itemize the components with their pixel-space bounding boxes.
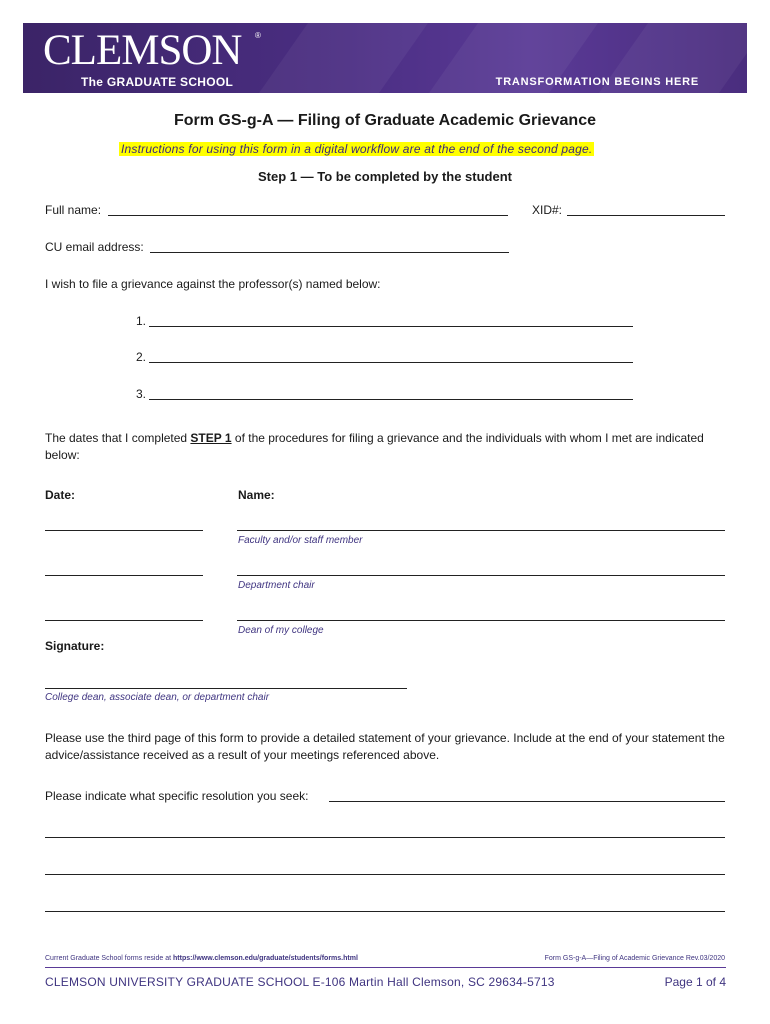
resolution-label: Please indicate what specific resolution you seek: — [45, 789, 309, 803]
header-banner — [23, 23, 747, 93]
meeting-1-name-field[interactable] — [237, 530, 725, 531]
clemson-logo: CLEMSON — [43, 27, 242, 74]
professors-intro: I wish to file a grievance against the professor(s) named below: — [45, 277, 381, 291]
full-name-label: Full name: — [45, 203, 102, 217]
professor-1-field[interactable] — [149, 326, 633, 327]
meeting-3-name-field[interactable] — [237, 620, 725, 621]
name-header: Name: — [238, 488, 275, 502]
signature-field[interactable] — [45, 688, 407, 689]
meeting-1-date-field[interactable] — [45, 530, 203, 531]
resolution-field-line-1[interactable] — [329, 801, 725, 802]
statement-paragraph: Please use the third page of this form to provide a detailed statement of your grievance. Include at the end of your statement the advice/assistance received as a result of your meetings referenced above. — [45, 731, 725, 762]
step1-text-after: of the procedures for filing a grievance and the individuals with whom I met are indicated below: — [45, 431, 704, 462]
full-name-field[interactable] — [108, 215, 508, 216]
email-label: CU email address: — [45, 240, 144, 254]
xid-field[interactable] — [567, 215, 725, 216]
meeting-2-role: Department chair — [238, 580, 315, 591]
form-revision: Form GS-g-A—Filing of Academic Grievance Rev.03/2020 — [544, 955, 725, 962]
resolution-field-line-4[interactable] — [45, 911, 725, 912]
resolution-field-line-3[interactable] — [45, 874, 725, 875]
professor-2-field[interactable] — [149, 362, 633, 363]
professor-number: 2. — [136, 350, 147, 364]
step1-text-before: The dates that I completed — [45, 431, 191, 445]
forms-note-prefix: Current Graduate School forms reside at — [45, 955, 174, 962]
graduate-school-label: The GRADUATE SCHOOL — [81, 75, 234, 89]
step1-reference: STEP 1 — [190, 431, 232, 445]
professor-number: 3. — [136, 387, 147, 401]
meeting-2-name-field[interactable] — [237, 575, 725, 576]
professor-number: 1. — [136, 314, 147, 328]
forms-url-link[interactable]: https://www.clemson.edu/graduate/students/forms.html — [173, 955, 358, 962]
footer-divider — [45, 967, 726, 968]
date-header: Date: — [45, 488, 76, 502]
meeting-3-role: Dean of my college — [238, 625, 324, 636]
step-heading: Step 1 — To be completed by the student — [257, 169, 512, 184]
page-number: Page 1 of 4 — [664, 975, 726, 989]
registered-mark: ® — [255, 31, 261, 40]
forms-location-note — [45, 955, 358, 962]
resolution-field-line-2[interactable] — [45, 837, 725, 838]
form-title: Form GS-g-A — Filing of Graduate Academic Grievance — [173, 112, 596, 129]
instructions-note: Instructions for using this form in a digital workflow are at the end of the second page. — [121, 142, 593, 156]
step1-paragraph — [45, 430, 725, 464]
footer-address: CLEMSON UNIVERSITY GRADUATE SCHOOL E-106 Martin Hall Clemson, SC 29634-5713 — [45, 975, 555, 989]
meeting-3-date-field[interactable] — [45, 620, 203, 621]
meeting-1-role: Faculty and/or staff member — [238, 535, 363, 546]
signature-caption: College dean, associate dean, or department chair — [45, 692, 270, 703]
email-field[interactable] — [150, 252, 509, 253]
professor-3-field[interactable] — [149, 399, 633, 400]
tagline: TRANSFORMATION BEGINS HERE — [495, 76, 699, 88]
signature-label: Signature: — [45, 639, 105, 653]
meeting-2-date-field[interactable] — [45, 575, 203, 576]
xid-label: XID#: — [532, 203, 563, 217]
